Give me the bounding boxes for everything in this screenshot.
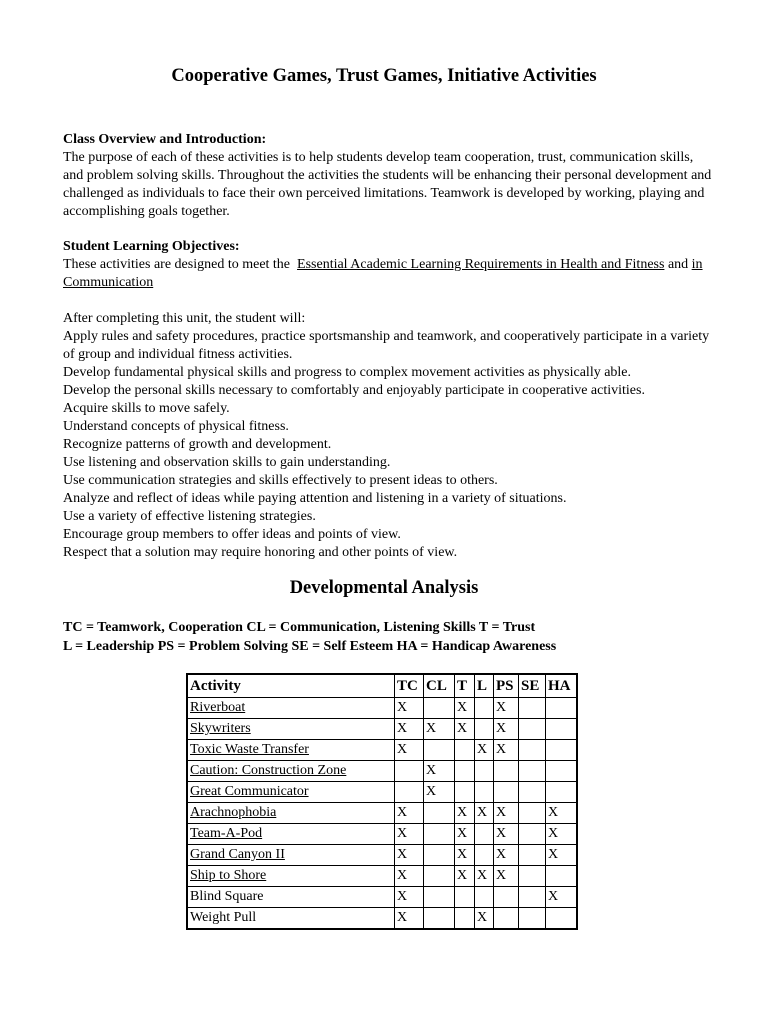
- table-cell-mark: [424, 824, 455, 845]
- overview-heading: Class Overview and Introduction:: [63, 132, 267, 147]
- table-cell-mark: X: [395, 740, 424, 761]
- outcome-item: Use listening and observation skills to gain understanding.: [63, 455, 391, 470]
- table-row: [187, 782, 577, 803]
- table-cell-mark: X: [455, 698, 475, 719]
- table-cell-mark: X: [424, 782, 455, 803]
- outcome-item: Analyze and reflect of ideas while paying attention and listening in a variety of situations.: [63, 491, 567, 506]
- table-row: [187, 698, 577, 719]
- table-cell-mark: [424, 845, 455, 866]
- table-cell-mark: X: [494, 740, 519, 761]
- table-cell-mark: X: [455, 824, 475, 845]
- table-row: [187, 887, 577, 908]
- table-cell-mark: X: [395, 719, 424, 740]
- table-cell-mark: [519, 866, 546, 887]
- outcome-item: Develop fundamental physical skills and progress to complex movement activities as physically able.: [63, 365, 632, 380]
- table-cell-mark: X: [546, 824, 578, 845]
- column-header: T: [455, 674, 475, 698]
- legend-line-2: L = Leadership PS = Problem Solving SE = Self Esteem HA = Handicap Awareness: [63, 639, 557, 654]
- table-cell-mark: [494, 908, 519, 930]
- table-cell-mark: [455, 761, 475, 782]
- table-cell-mark: [475, 845, 494, 866]
- table-cell-mark: [546, 719, 578, 740]
- table-cell-mark: [546, 908, 578, 930]
- outcome-item: Recognize patterns of growth and development.: [63, 437, 332, 452]
- table-cell-mark: X: [395, 803, 424, 824]
- table-cell-mark: X: [475, 740, 494, 761]
- activity-link[interactable]: Grand Canyon II: [187, 845, 395, 866]
- analysis-heading: Developmental Analysis: [289, 578, 479, 598]
- activity-link[interactable]: Arachnophobia: [187, 803, 395, 824]
- outcomes-section: [63, 310, 713, 562]
- table-cell-mark: X: [455, 845, 475, 866]
- activity-link[interactable]: Great Communicator: [187, 782, 395, 803]
- table-cell-mark: X: [494, 698, 519, 719]
- overview-paragraph: The purpose of each of these activities is to help students develop team cooperation, trust, communication skills, and problem solving skills. Throughout the activities the students will be enhancing their personal development and challenged as individuals to face their own perceived limitations. Teamwork is developed by working, playing and accomplishing goals together.: [63, 150, 712, 219]
- table-cell-mark: [424, 698, 455, 719]
- activity-link[interactable]: Team-A-Pod: [187, 824, 395, 845]
- table-cell-mark: X: [455, 803, 475, 824]
- outcome-item: Respect that a solution may require honoring and other points of view.: [63, 545, 458, 560]
- table-cell-mark: X: [395, 866, 424, 887]
- outcome-item: Develop the personal skills necessary to comfortably and enjoyably participate in cooperative activities.: [63, 383, 645, 398]
- table-cell-mark: X: [475, 866, 494, 887]
- table-cell-mark: [424, 866, 455, 887]
- table-cell-mark: X: [424, 761, 455, 782]
- table-cell-mark: [424, 740, 455, 761]
- table-cell-mark: [494, 887, 519, 908]
- table-cell-mark: [455, 740, 475, 761]
- table-cell-mark: [455, 908, 475, 930]
- table-cell-mark: X: [455, 719, 475, 740]
- table-cell-mark: X: [395, 908, 424, 930]
- table-row: [187, 803, 577, 824]
- table-row: [187, 824, 577, 845]
- activity-name: Weight Pull: [187, 908, 395, 930]
- column-header: HA: [546, 674, 578, 698]
- table-body: [187, 698, 577, 930]
- table-cell-mark: [519, 845, 546, 866]
- table-cell-mark: [494, 782, 519, 803]
- overview-section: [63, 131, 713, 221]
- activity-link[interactable]: Riverboat: [187, 698, 395, 719]
- outcome-item: Use communication strategies and skills effectively to present ideas to others.: [63, 473, 498, 488]
- table-cell-mark: X: [546, 887, 578, 908]
- table-cell-mark: [475, 698, 494, 719]
- activity-link[interactable]: Caution: Construction Zone: [187, 761, 395, 782]
- table-cell-mark: [395, 761, 424, 782]
- table-cell-mark: X: [546, 845, 578, 866]
- table-cell-mark: [519, 824, 546, 845]
- outcome-item: Apply rules and safety procedures, practice sportsmanship and teamwork, and cooperatively participate in a variety of group and individual fitness activities.: [63, 329, 710, 362]
- column-header: CL: [424, 674, 455, 698]
- outcome-item: Understand concepts of physical fitness.: [63, 419, 289, 434]
- table-row: [187, 908, 577, 930]
- table-row: [187, 845, 577, 866]
- outcome-item: Encourage group members to offer ideas and points of view.: [63, 527, 401, 542]
- table-cell-mark: X: [395, 845, 424, 866]
- table-cell-mark: X: [395, 887, 424, 908]
- table-header-row: [187, 674, 577, 698]
- table-cell-mark: [519, 719, 546, 740]
- table-cell-mark: [395, 782, 424, 803]
- table-cell-mark: [424, 908, 455, 930]
- table-cell-mark: [546, 866, 578, 887]
- table-cell-mark: [519, 803, 546, 824]
- table-cell-mark: X: [395, 698, 424, 719]
- table-cell-mark: [519, 908, 546, 930]
- table-cell-mark: X: [424, 719, 455, 740]
- table-cell-mark: [546, 782, 578, 803]
- column-header: L: [475, 674, 494, 698]
- table-cell-mark: [475, 761, 494, 782]
- activity-name: Blind Square: [187, 887, 395, 908]
- activity-matrix-table: [186, 673, 578, 930]
- column-header: SE: [519, 674, 546, 698]
- table-cell-mark: [475, 782, 494, 803]
- column-header: TC: [395, 674, 424, 698]
- table-cell-mark: X: [494, 803, 519, 824]
- table-cell-mark: [519, 887, 546, 908]
- legend-line-1: TC = Teamwork, Cooperation CL = Communication, Listening Skills T = Trust: [63, 620, 536, 635]
- objectives-heading: Student Learning Objectives:: [63, 239, 240, 254]
- table-cell-mark: [546, 740, 578, 761]
- table-cell-mark: X: [455, 866, 475, 887]
- column-header: Activity: [187, 674, 395, 698]
- table-cell-mark: [455, 887, 475, 908]
- outcome-item: Use a variety of effective listening strategies.: [63, 509, 316, 524]
- objectives-section: [63, 238, 713, 292]
- table-cell-mark: [475, 887, 494, 908]
- table-row: [187, 866, 577, 887]
- table-cell-mark: [519, 698, 546, 719]
- activity-link[interactable]: Ship to Shore: [187, 866, 395, 887]
- table-cell-mark: [546, 698, 578, 719]
- table-cell-mark: X: [475, 908, 494, 930]
- outcomes-intro: After completing this unit, the student will:: [63, 311, 306, 326]
- link-health-fitness[interactable]: Essential Academic Learning Requirements in Health and Fitness: [297, 257, 665, 272]
- table-cell-mark: [546, 761, 578, 782]
- table-cell-mark: [424, 887, 455, 908]
- table-cell-mark: X: [494, 866, 519, 887]
- abbreviation-legend: [63, 618, 723, 656]
- table-cell-mark: X: [395, 824, 424, 845]
- table-cell-mark: X: [494, 845, 519, 866]
- table-cell-mark: X: [546, 803, 578, 824]
- column-header: PS: [494, 674, 519, 698]
- activity-link[interactable]: Skywriters: [187, 719, 395, 740]
- table-cell-mark: X: [475, 803, 494, 824]
- table-cell-mark: [519, 782, 546, 803]
- link-communication[interactable]: in Communication: [63, 257, 703, 290]
- outcome-item: Acquire skills to move safely.: [63, 401, 230, 416]
- document-title: Cooperative Games, Trust Games, Initiative Activities: [171, 66, 597, 86]
- table-cell-mark: [519, 761, 546, 782]
- table-cell-mark: [424, 803, 455, 824]
- activity-link[interactable]: Toxic Waste Transfer: [187, 740, 395, 761]
- table-row: [187, 719, 577, 740]
- table-row: [187, 761, 577, 782]
- table-cell-mark: [475, 719, 494, 740]
- table-row: [187, 740, 577, 761]
- table-cell-mark: [519, 740, 546, 761]
- table-cell-mark: X: [494, 824, 519, 845]
- table-cell-mark: X: [494, 719, 519, 740]
- objectives-intro: These activities are designed to meet the Essential Academic Learning Requirements in Health and Fitness and in Communication: [63, 257, 703, 290]
- table-cell-mark: [494, 761, 519, 782]
- table-cell-mark: [455, 782, 475, 803]
- table-cell-mark: [475, 824, 494, 845]
